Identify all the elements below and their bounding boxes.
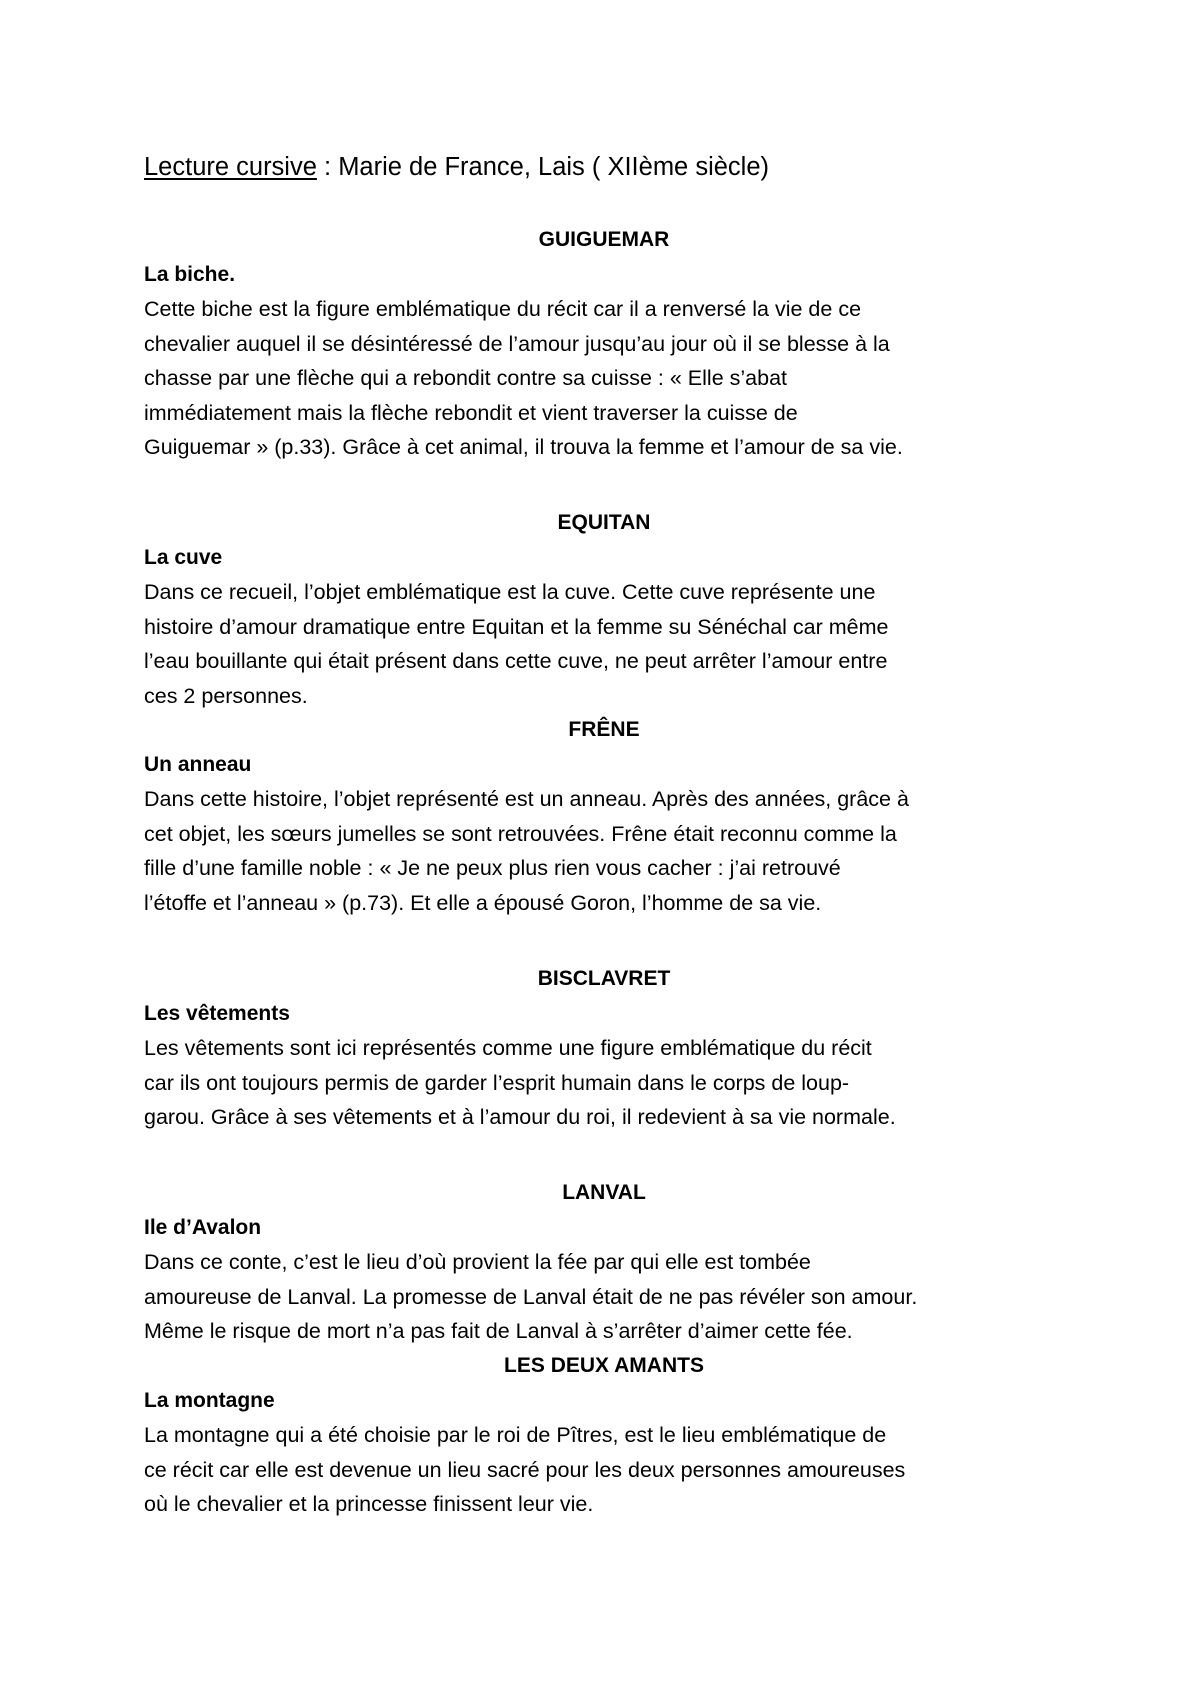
- section-guiguemar: [144, 223, 1064, 465]
- document-heading: [144, 150, 769, 184]
- section-les-deux-amants: [144, 1349, 1064, 1522]
- section-title: BISCLAVRET: [537, 967, 671, 990]
- section-object: Les vêtements: [144, 1001, 290, 1025]
- section-title: GUIGUEMAR: [538, 228, 670, 251]
- section-title: FRÊNE: [568, 718, 640, 741]
- section-object: La cuve: [144, 545, 223, 569]
- section-text: Dans cette histoire, l’objet représenté est un anneau. Après des années, grâce à cet objet, les sœurs jumelles se sont retrouvées. Frêne était reconnu comme la fille d’une famille noble : « Je ne peux plus rien vous cacher : j’ai retrouvé l’étoffe et l’anneau » (p.73). Et elle a épousé Goron, l’homme de sa vie.: [144, 787, 909, 915]
- section-frene: [144, 713, 1064, 920]
- section-equitan: [144, 506, 1064, 713]
- heading-separator: :: [316, 153, 339, 181]
- section-lanval: [144, 1176, 1064, 1349]
- section-text: Les vêtements sont ici représentés comme une figure emblématique du récit car ils ont toujours permis de garder l’esprit humain dans le corps de loup- garou. Grâce à ses vêtements et à l’amour du roi, il redevient à sa vie normale.: [144, 1036, 896, 1130]
- section-object: La biche.: [144, 262, 236, 286]
- section-text: Dans ce conte, c’est le lieu d’où provient la fée par qui elle est tombée amoureuse de Lanval. La promesse de Lanval était de ne pas révéler son amour. Même le risque de mort n’a pas fait de Lanval à s’arrêter d’aimer cette fée.: [144, 1250, 918, 1344]
- section-text: La montagne qui a été choisie par le roi de Pîtres, est le lieu emblématique de ce récit car elle est devenue un lieu sacré pour les deux personnes amoureuses où le chevalier et la princesse finissent leur vie.: [144, 1423, 906, 1517]
- section-title: LANVAL: [562, 1181, 646, 1204]
- heading-subject: Marie de France, Lais ( XIIème siècle): [338, 153, 770, 181]
- section-bisclavret: [144, 962, 1064, 1135]
- heading-label: Lecture cursive: [144, 153, 317, 181]
- section-object: La montagne: [144, 1388, 275, 1412]
- section-text: Cette biche est la figure emblématique du récit car il a renversé la vie de ce chevalier auquel il se désintéressé de l’amour jusqu’au jour où il se blesse à la chasse par une flèche qui a rebondit contre sa cuisse : « Elle s’abat immédiatement mais la flèche rebondit et vient traverser la cuisse de Guiguemar » (p.33). Grâce à cet animal, il trouva la femme et l’amour de sa vie.: [144, 297, 903, 460]
- section-title: LES DEUX AMANTS: [504, 1354, 704, 1377]
- section-object: Un anneau: [144, 752, 252, 776]
- section-object: Ile d’Avalon: [144, 1215, 262, 1239]
- section-title: EQUITAN: [557, 511, 651, 534]
- section-text: Dans ce recueil, l’objet emblématique est la cuve. Cette cuve représente une histoire d’amour dramatique entre Equitan et la femme su Sénéchal car même l’eau bouillante qui était présent dans cette cuve, ne peut arrêter l’amour entre ces 2 personnes.: [144, 580, 889, 708]
